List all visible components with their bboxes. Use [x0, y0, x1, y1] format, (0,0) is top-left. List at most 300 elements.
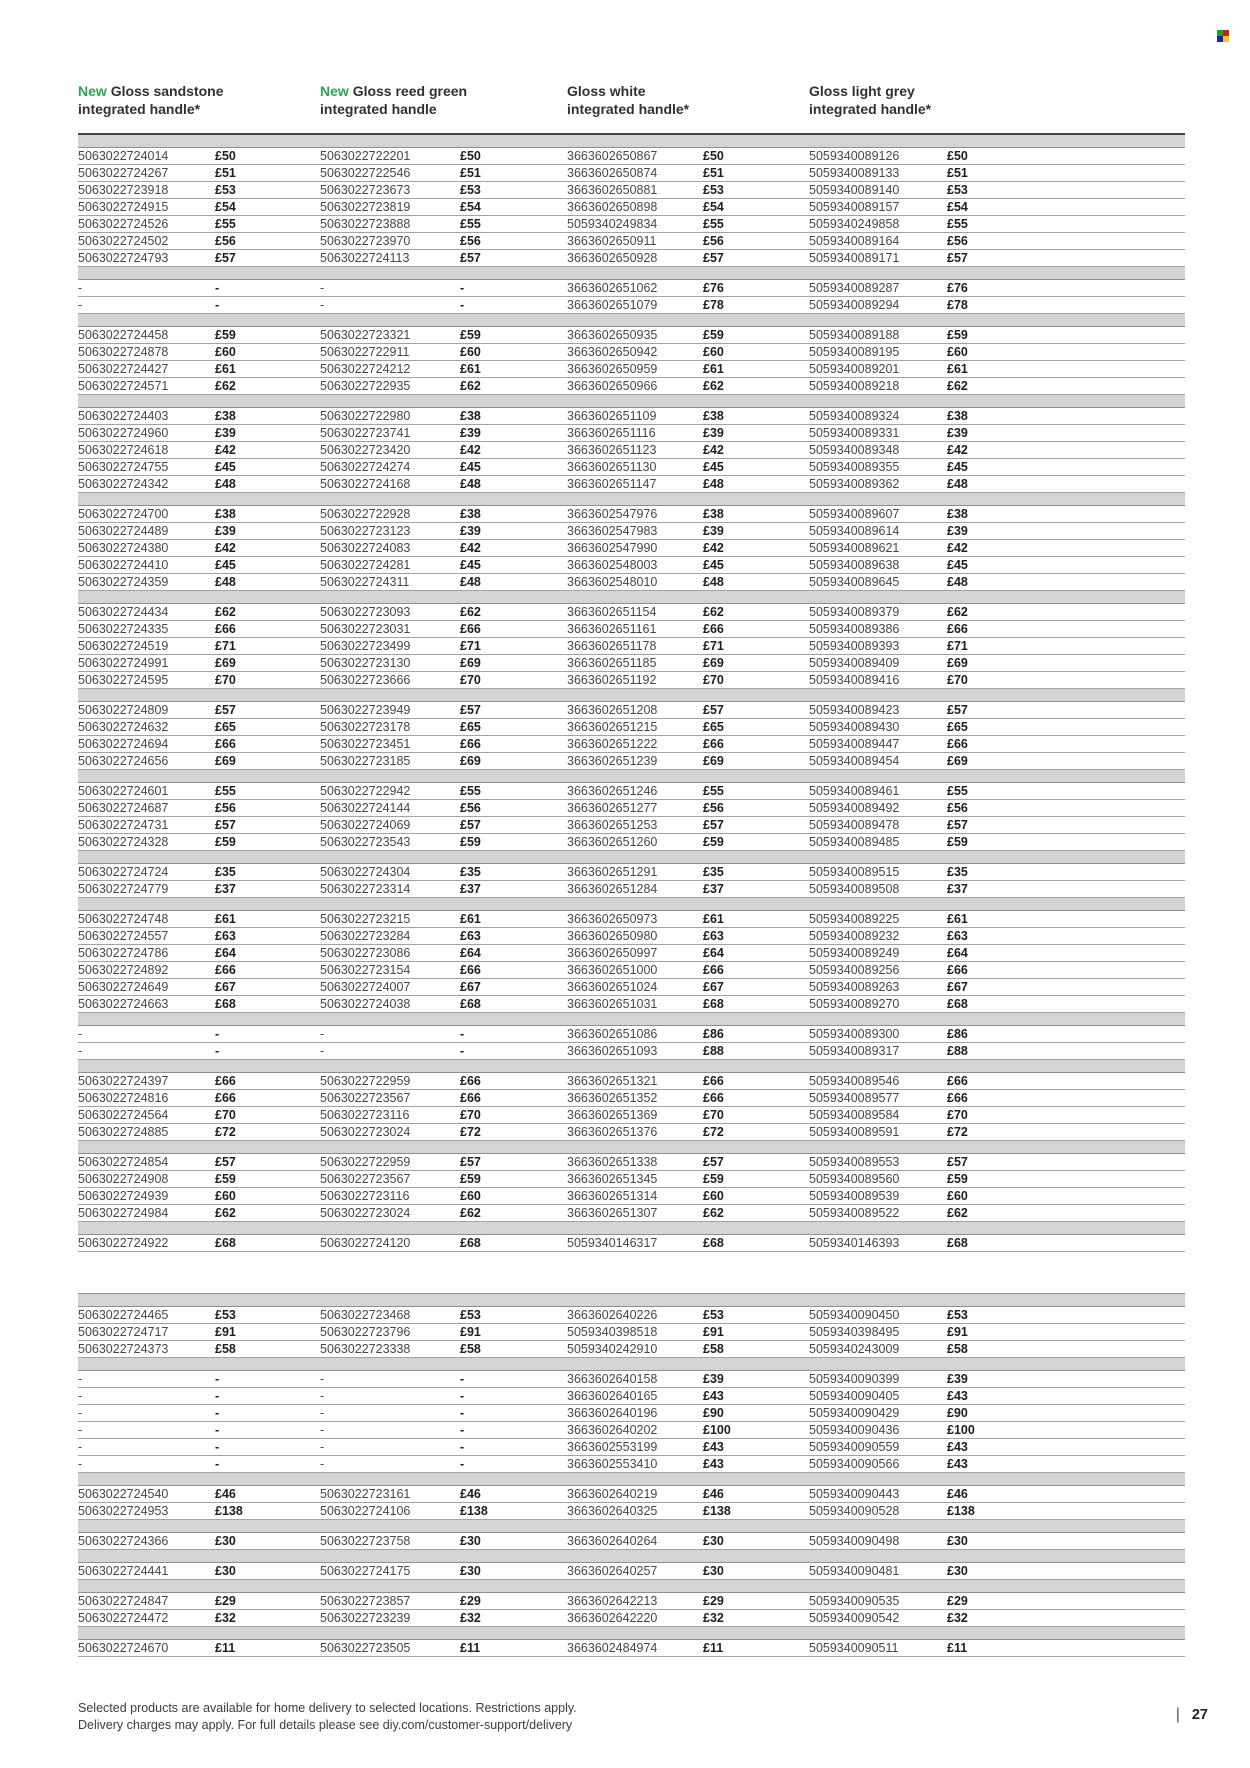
price-cell: £72	[703, 1125, 724, 1139]
column-header-gloss-light-grey	[809, 82, 1185, 118]
price-cell: £39	[215, 524, 236, 538]
product-code-cell: 3663602548003	[567, 558, 658, 572]
product-code-cell: 5059340089430	[809, 720, 900, 734]
product-code-cell: -	[78, 1027, 83, 1041]
price-cell: £66	[947, 622, 968, 636]
group-separator	[78, 1013, 1185, 1026]
price-cell: £45	[947, 558, 968, 572]
price-cell: £38	[703, 409, 724, 423]
product-code-cell: 3663602651031	[567, 997, 658, 1011]
price-cell: £86	[703, 1027, 724, 1041]
product-code-cell: 5059340089317	[809, 1044, 900, 1058]
price-cell: £38	[460, 409, 481, 423]
group-separator	[78, 898, 1185, 911]
price-cell: £62	[460, 605, 481, 619]
table-row	[78, 1026, 1185, 1043]
product-code-cell: 3663602640219	[567, 1487, 658, 1501]
price-cell: £45	[215, 558, 236, 572]
price-cell: £38	[947, 507, 968, 521]
product-code-cell: 5059340089614	[809, 524, 900, 538]
price-cell: £62	[215, 1206, 236, 1220]
product-code-cell: 5063022723093	[320, 605, 411, 619]
price-cell: £43	[703, 1457, 724, 1471]
price-cell: £59	[215, 835, 236, 849]
product-code-cell: -	[78, 1044, 83, 1058]
product-code-cell: 5063022724526	[78, 217, 169, 231]
price-cell: £86	[947, 1027, 968, 1041]
product-code-cell: 3663602650959	[567, 362, 658, 376]
price-cell: £66	[947, 1074, 968, 1088]
product-code-cell: 5059340090535	[809, 1594, 900, 1608]
product-code-cell: -	[320, 1440, 325, 1454]
product-code-cell: 5063022724618	[78, 443, 169, 457]
price-cell: £29	[947, 1594, 968, 1608]
price-cell: £90	[947, 1406, 968, 1420]
product-code-cell: 5059340089393	[809, 639, 900, 653]
price-cell: £70	[947, 1108, 968, 1122]
product-code-cell: 3663602651185	[567, 656, 657, 670]
table-row	[78, 864, 1185, 881]
price-cell: £58	[460, 1342, 481, 1356]
product-code-cell: 5063022724397	[78, 1074, 169, 1088]
product-code-cell: 5059340089546	[809, 1074, 900, 1088]
product-code-cell: 3663602547976	[567, 507, 658, 521]
product-code-cell: 5059340089263	[809, 980, 900, 994]
price-cell: £59	[947, 1172, 968, 1186]
price-cell: £38	[703, 507, 724, 521]
product-code-cell: 5063022722959	[320, 1155, 411, 1169]
price-cell: £50	[703, 149, 724, 163]
product-code-cell: 5059340089584	[809, 1108, 900, 1122]
price-cell: £58	[215, 1342, 236, 1356]
product-code-cell: 5059340090481	[809, 1564, 900, 1578]
price-cell: £60	[703, 1189, 724, 1203]
product-code-cell: 5059340089256	[809, 963, 900, 977]
price-cell: £78	[947, 298, 968, 312]
product-code-cell: 5063022723857	[320, 1594, 411, 1608]
price-cell: £59	[460, 328, 481, 342]
product-code-cell: 5059340089331	[809, 426, 900, 440]
product-code-cell: 5063022722928	[320, 507, 411, 521]
product-code-cell: 5063022724663	[78, 997, 169, 1011]
table-row	[78, 1090, 1185, 1107]
price-cell: £53	[215, 183, 236, 197]
table-row	[78, 1610, 1185, 1627]
product-code-cell: 3663602651208	[567, 703, 658, 717]
price-cell: £30	[460, 1534, 481, 1548]
price-cell: £62	[947, 605, 968, 619]
price-cell: £61	[703, 362, 724, 376]
product-code-cell: -	[78, 281, 83, 295]
price-cell: £45	[947, 460, 968, 474]
price-cell: £29	[460, 1594, 481, 1608]
product-code-cell: 5063022723741	[320, 426, 411, 440]
product-code-cell: 5063022724694	[78, 737, 169, 751]
table-row	[78, 182, 1185, 199]
price-cell: £76	[947, 281, 968, 295]
price-cell: £90	[703, 1406, 724, 1420]
price-cell: -	[460, 1027, 465, 1041]
product-code-cell: 5059340089638	[809, 558, 900, 572]
product-code-cell: 5059340089294	[809, 298, 900, 312]
product-code-cell: 5059340089553	[809, 1155, 900, 1169]
product-code-cell: 5063022723154	[320, 963, 411, 977]
product-code-cell: 5063022724571	[78, 379, 169, 393]
column-title-line2: integrated handle*	[78, 101, 201, 117]
table-row	[78, 702, 1185, 719]
product-code-cell: 5063022723024	[320, 1206, 411, 1220]
product-code-cell: -	[78, 1406, 83, 1420]
product-code-cell: 5063022722911	[320, 345, 410, 359]
footer-line1: Selected products are available for home delivery to selected locations. Restrictions apply.	[78, 1701, 577, 1715]
price-cell: £69	[703, 754, 724, 768]
product-code-cell: -	[78, 1423, 83, 1437]
table-row	[78, 506, 1185, 523]
table-row	[78, 1073, 1185, 1090]
price-cell: £60	[215, 345, 236, 359]
product-code-cell: 5063022723505	[320, 1641, 411, 1655]
group-separator	[78, 314, 1185, 327]
product-code-cell: 5063022724380	[78, 541, 169, 555]
product-code-cell: 5063022724359	[78, 575, 169, 589]
table-row	[78, 1205, 1185, 1222]
price-cell: £88	[947, 1044, 968, 1058]
product-code-cell: 3663602547990	[567, 541, 658, 555]
footer-note	[78, 1700, 577, 1734]
price-cell: £30	[947, 1564, 968, 1578]
table-row	[78, 753, 1185, 770]
price-cell: £30	[703, 1534, 724, 1548]
product-code-cell: -	[320, 1044, 325, 1058]
product-code-cell: 5063022722959	[320, 1074, 411, 1088]
price-cell: £42	[703, 443, 724, 457]
price-cell: £76	[703, 281, 724, 295]
product-code-cell: 5063022724212	[320, 362, 411, 376]
product-code-cell: 5063022723673	[320, 183, 411, 197]
product-code-cell: 5063022723970	[320, 234, 411, 248]
product-code-cell: 5063022724748	[78, 912, 169, 926]
product-code-cell: 5063022724779	[78, 882, 169, 896]
table-row	[78, 378, 1185, 395]
price-table-section-2	[78, 1293, 1185, 1657]
product-code-cell: 5063022723086	[320, 946, 411, 960]
table-row	[78, 1593, 1185, 1610]
product-code-cell: 5063022724403	[78, 409, 169, 423]
price-cell: £63	[460, 929, 481, 943]
price-cell: £45	[703, 558, 724, 572]
table-row	[78, 250, 1185, 267]
price-cell: £62	[703, 379, 724, 393]
table-row	[78, 736, 1185, 753]
price-cell: £53	[947, 1308, 968, 1322]
product-code-cell: 5059340242910	[567, 1342, 658, 1356]
product-code-cell: 5059340089171	[809, 251, 900, 265]
product-code-cell: 5063022724878	[78, 345, 169, 359]
product-code-cell: 5059340090566	[809, 1457, 900, 1471]
product-code-cell: 5063022722546	[320, 166, 411, 180]
price-cell: £66	[703, 737, 724, 751]
product-code-cell: 5059340089362	[809, 477, 900, 491]
product-code-cell: 5063022723420	[320, 443, 411, 457]
price-cell: £50	[460, 149, 481, 163]
product-code-cell: 5063022723178	[320, 720, 411, 734]
product-code-cell: 5063022724915	[78, 200, 169, 214]
price-cell: £58	[947, 1342, 968, 1356]
table-row	[78, 1405, 1185, 1422]
table-row	[78, 1371, 1185, 1388]
price-cell: £55	[947, 217, 968, 231]
price-cell: £59	[947, 835, 968, 849]
table-row	[78, 1422, 1185, 1439]
product-code-cell: 5059340089454	[809, 754, 900, 768]
price-cell: £91	[703, 1325, 724, 1339]
product-code-cell: 5063022723185	[320, 754, 411, 768]
product-code-cell: 5063022723796	[320, 1325, 411, 1339]
product-code-cell: 5063022724458	[78, 328, 169, 342]
price-table-section-1	[78, 133, 1185, 1252]
price-cell: £69	[215, 754, 236, 768]
price-cell: £60	[947, 345, 968, 359]
table-row	[78, 1171, 1185, 1188]
product-code-cell: 5063022723949	[320, 703, 411, 717]
product-code-cell: 3663602640264	[567, 1534, 658, 1548]
price-cell: £62	[703, 1206, 724, 1220]
group-separator	[78, 591, 1185, 604]
table-row	[78, 1341, 1185, 1358]
price-cell: £29	[215, 1594, 236, 1608]
price-cell: £51	[947, 166, 968, 180]
product-code-cell: -	[78, 298, 83, 312]
price-cell: £30	[947, 1534, 968, 1548]
price-cell: £39	[703, 1372, 724, 1386]
price-cell: £70	[703, 673, 724, 687]
product-code-cell: 3663602650973	[567, 912, 658, 926]
price-cell: £57	[703, 251, 724, 265]
price-cell: £30	[215, 1534, 236, 1548]
product-code-cell: 5063022723451	[320, 737, 411, 751]
product-code-cell: 5059340398518	[567, 1325, 658, 1339]
product-code-cell: 3663602651079	[567, 298, 658, 312]
table-row	[78, 408, 1185, 425]
product-code-cell: 5063022724793	[78, 251, 169, 265]
product-code-cell: 3663602640196	[567, 1406, 658, 1420]
price-cell: £66	[947, 963, 968, 977]
product-code-cell: 5059340089287	[809, 281, 900, 295]
product-code-cell: 5059340089300	[809, 1027, 900, 1041]
product-code-cell: 5063022724441	[78, 1564, 169, 1578]
price-cell: £55	[460, 217, 481, 231]
product-code-cell: 5063022724656	[78, 754, 169, 768]
product-code-cell: 5059340089522	[809, 1206, 900, 1220]
product-code-cell: 3663602651239	[567, 754, 658, 768]
price-cell: -	[215, 1027, 220, 1041]
price-cell: £51	[703, 166, 724, 180]
product-code-cell: 5059340089232	[809, 929, 900, 943]
product-code-cell: 5063022723666	[320, 673, 411, 687]
group-separator	[78, 135, 1185, 148]
product-code-cell: 3663602640325	[567, 1504, 658, 1518]
product-code-cell: 5063022724885	[78, 1125, 169, 1139]
column-title-line2: integrated handle*	[567, 101, 690, 117]
product-code-cell: 5059340089270	[809, 997, 900, 1011]
product-code-cell: 5059340089508	[809, 882, 900, 896]
price-cell: £53	[215, 1308, 236, 1322]
product-code-cell: 3663602640202	[567, 1423, 658, 1437]
product-code-cell: 5059340090542	[809, 1611, 900, 1625]
table-row	[78, 1456, 1185, 1473]
price-cell: £37	[215, 882, 236, 896]
price-cell: £56	[460, 801, 481, 815]
price-cell: £66	[215, 963, 236, 977]
price-cell: £45	[460, 558, 481, 572]
product-code-cell: 5063022724755	[78, 460, 169, 474]
group-separator	[78, 1520, 1185, 1533]
price-cell: £63	[215, 929, 236, 943]
price-cell: £53	[947, 183, 968, 197]
price-cell: -	[215, 1044, 220, 1058]
product-code-cell: 3663602651062	[567, 281, 658, 295]
product-code-cell: 5059340089249	[809, 946, 900, 960]
price-cell: £39	[947, 1372, 968, 1386]
table-row	[78, 817, 1185, 834]
product-code-cell: 5063022724564	[78, 1108, 169, 1122]
product-code-cell: 5063022724489	[78, 524, 169, 538]
table-row	[78, 574, 1185, 591]
price-cell: £67	[947, 980, 968, 994]
product-code-cell: 5063022724328	[78, 835, 169, 849]
product-code-cell: 5063022724670	[78, 1641, 169, 1655]
price-cell: £69	[215, 656, 236, 670]
price-cell: £57	[460, 703, 481, 717]
price-cell: £56	[703, 234, 724, 248]
price-cell: £61	[460, 362, 481, 376]
price-cell: £71	[460, 639, 481, 653]
price-cell: £46	[703, 1487, 724, 1501]
price-cell: £91	[460, 1325, 481, 1339]
price-cell: £48	[703, 575, 724, 589]
product-code-cell: 5059340090559	[809, 1440, 900, 1454]
product-code-cell: 3663602651307	[567, 1206, 658, 1220]
price-cell: £61	[947, 362, 968, 376]
product-code-cell: 5063022724724	[78, 865, 169, 879]
price-cell: £39	[947, 426, 968, 440]
price-cell: £57	[460, 251, 481, 265]
price-cell: £91	[215, 1325, 236, 1339]
table-row	[78, 800, 1185, 817]
price-cell: £32	[215, 1611, 236, 1625]
product-code-cell: 5059340146317	[567, 1236, 658, 1250]
product-code-cell: -	[78, 1372, 83, 1386]
product-code-cell: 5063022724908	[78, 1172, 169, 1186]
product-code-cell: 3663602651123	[567, 443, 657, 457]
table-row	[78, 945, 1185, 962]
price-cell: £64	[460, 946, 481, 960]
price-cell: £38	[215, 507, 236, 521]
product-code-cell: 5059340089515	[809, 865, 900, 879]
table-row	[78, 1043, 1185, 1060]
product-code-cell: 5063022723024	[320, 1125, 411, 1139]
product-code-cell: 5059340089607	[809, 507, 900, 521]
price-cell: £61	[215, 362, 236, 376]
price-cell: £66	[947, 737, 968, 751]
price-cell: £138	[460, 1504, 488, 1518]
product-code-cell: 3663602650898	[567, 200, 658, 214]
product-code-cell: 3663602547983	[567, 524, 658, 538]
table-row	[78, 523, 1185, 540]
table-row	[78, 604, 1185, 621]
product-code-cell: 5063022724465	[78, 1308, 169, 1322]
table-row	[78, 1324, 1185, 1341]
price-cell: £42	[703, 541, 724, 555]
price-cell: £70	[947, 673, 968, 687]
price-cell: £57	[215, 251, 236, 265]
product-code-cell: 5059340090405	[809, 1389, 900, 1403]
product-code-cell: 5059340090436	[809, 1423, 900, 1437]
group-separator	[78, 1294, 1185, 1307]
group-separator	[78, 1358, 1185, 1371]
price-cell: £138	[215, 1504, 243, 1518]
price-cell: £56	[460, 234, 481, 248]
price-cell: £50	[215, 149, 236, 163]
price-cell: £39	[703, 524, 724, 538]
product-code-cell: 5063022724632	[78, 720, 169, 734]
price-cell: £62	[460, 1206, 481, 1220]
price-cell: -	[460, 1389, 465, 1403]
price-cell: £46	[460, 1487, 481, 1501]
price-cell: £45	[215, 460, 236, 474]
price-cell: £57	[703, 818, 724, 832]
product-code-cell: 5059340089195	[809, 345, 900, 359]
price-cell: £72	[460, 1125, 481, 1139]
product-code-cell: 5063022724847	[78, 1594, 169, 1608]
product-code-cell: 5063022724366	[78, 1534, 169, 1548]
table-row	[78, 719, 1185, 736]
price-cell: £48	[947, 477, 968, 491]
product-code-cell: 5063022724984	[78, 1206, 169, 1220]
price-cell: £35	[460, 865, 481, 879]
price-cell: £70	[215, 1108, 236, 1122]
product-code-cell: 5059340089355	[809, 460, 900, 474]
product-code-cell: 5059340089225	[809, 912, 900, 926]
price-cell: £57	[460, 818, 481, 832]
product-code-cell: 5063022724274	[320, 460, 411, 474]
price-cell: £54	[703, 200, 724, 214]
price-cell: £46	[215, 1487, 236, 1501]
price-cell: £67	[215, 980, 236, 994]
column-title-line1: New Gloss sandstone	[78, 83, 224, 99]
product-code-cell: 3663602553199	[567, 1440, 658, 1454]
product-code-cell: 5059340089218	[809, 379, 900, 393]
price-cell: £59	[215, 1172, 236, 1186]
price-cell: £138	[703, 1504, 731, 1518]
product-code-cell: 5059340089188	[809, 328, 900, 342]
price-cell: £43	[947, 1440, 968, 1454]
price-cell: £57	[947, 1155, 968, 1169]
product-code-cell: 5063022724687	[78, 801, 169, 815]
price-cell: £65	[215, 720, 236, 734]
price-cell: £60	[460, 345, 481, 359]
product-code-cell: 5059340089126	[809, 149, 900, 163]
price-cell: £66	[215, 737, 236, 751]
price-cell: £48	[215, 575, 236, 589]
price-cell: £57	[947, 251, 968, 265]
table-row	[78, 361, 1185, 378]
price-cell: £57	[703, 703, 724, 717]
product-code-cell: 3663602651222	[567, 737, 658, 751]
price-cell: £138	[947, 1504, 975, 1518]
product-code-cell: 3663602650980	[567, 929, 658, 943]
price-cell: £57	[215, 818, 236, 832]
